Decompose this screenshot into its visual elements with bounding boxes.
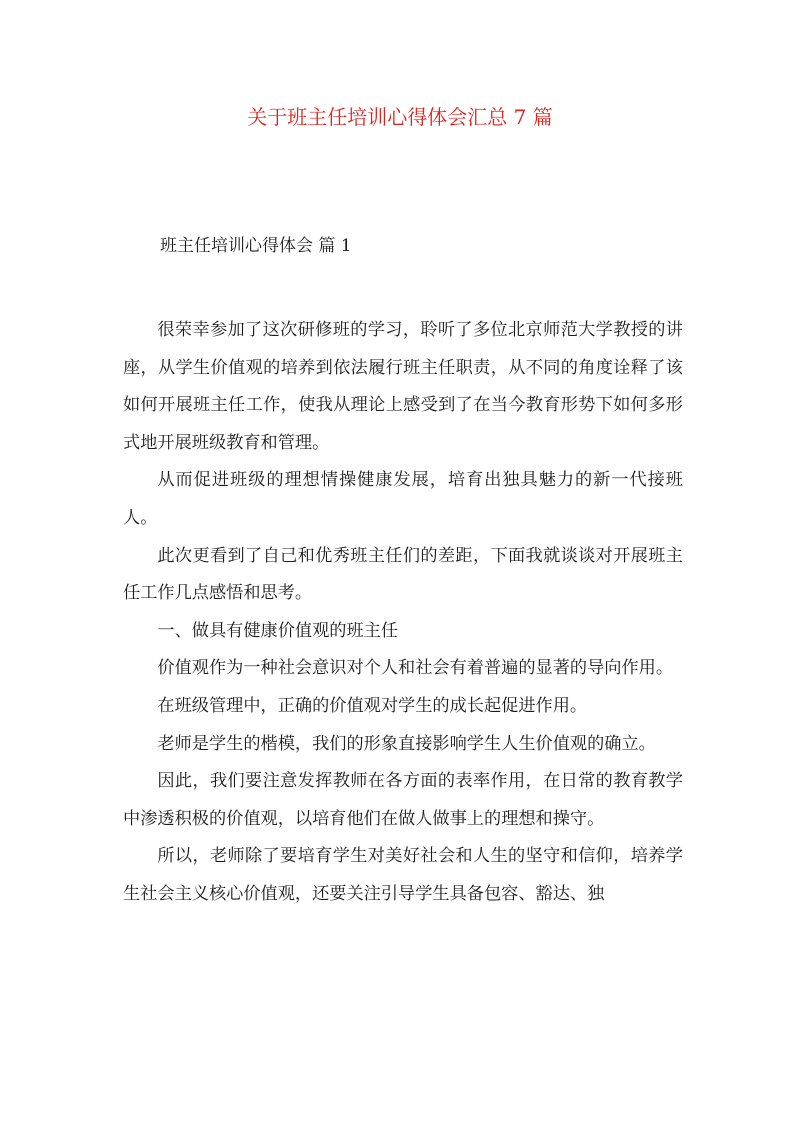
paragraph: 因此，我们要注意发挥教师在各方面的表率作用，在日常的教育教学中渗透积极的价值观，以培育他们在做人做事上的理想和操守。: [123, 771, 683, 829]
section-heading: 班主任培训心得体会 篇 1: [160, 236, 352, 256]
paragraph: 在班级管理中，正确的价值观对学生的成长起促进作用。: [157, 695, 588, 716]
paragraph: 此次更看到了自己和优秀班主任们的差距，下面我就谈谈对开展班主任工作几点感悟和思考。: [123, 545, 683, 604]
paragraph-subheading: 一、做具有健康价值观的班主任: [157, 620, 399, 641]
paragraph: 所以，老师除了要培育学生对美好社会和人生的坚守和信仰，培养学生社会主义核心价值观，还要关注引导学生具备包容、豁达、独: [123, 846, 683, 904]
paragraph: 价值观作为一种社会意识对个人和社会有着普遍的显著的导向作用。: [157, 658, 674, 679]
paragraph: 很荣幸参加了这次研修班的学习，聆听了多位北京师范大学教授的讲座，从学生价值观的培养到依法履行班主任职责，从不同的角度诠释了该如何开展班主任工作，使我从理论上感受到了在当今教育形势下如何多形式地开展班级教育和管理。: [123, 320, 683, 453]
paragraph: 老师是学生的楷模，我们的形象直接影响学生人生价值观的确立。: [157, 733, 656, 754]
paragraph: 从而促进班级的理想情操健康发展，培育出独具魅力的新一代接班人。: [123, 470, 683, 528]
body-text: [123, 312, 683, 914]
document-title: 关于班主任培训心得体会汇总 7 篇: [247, 105, 553, 129]
